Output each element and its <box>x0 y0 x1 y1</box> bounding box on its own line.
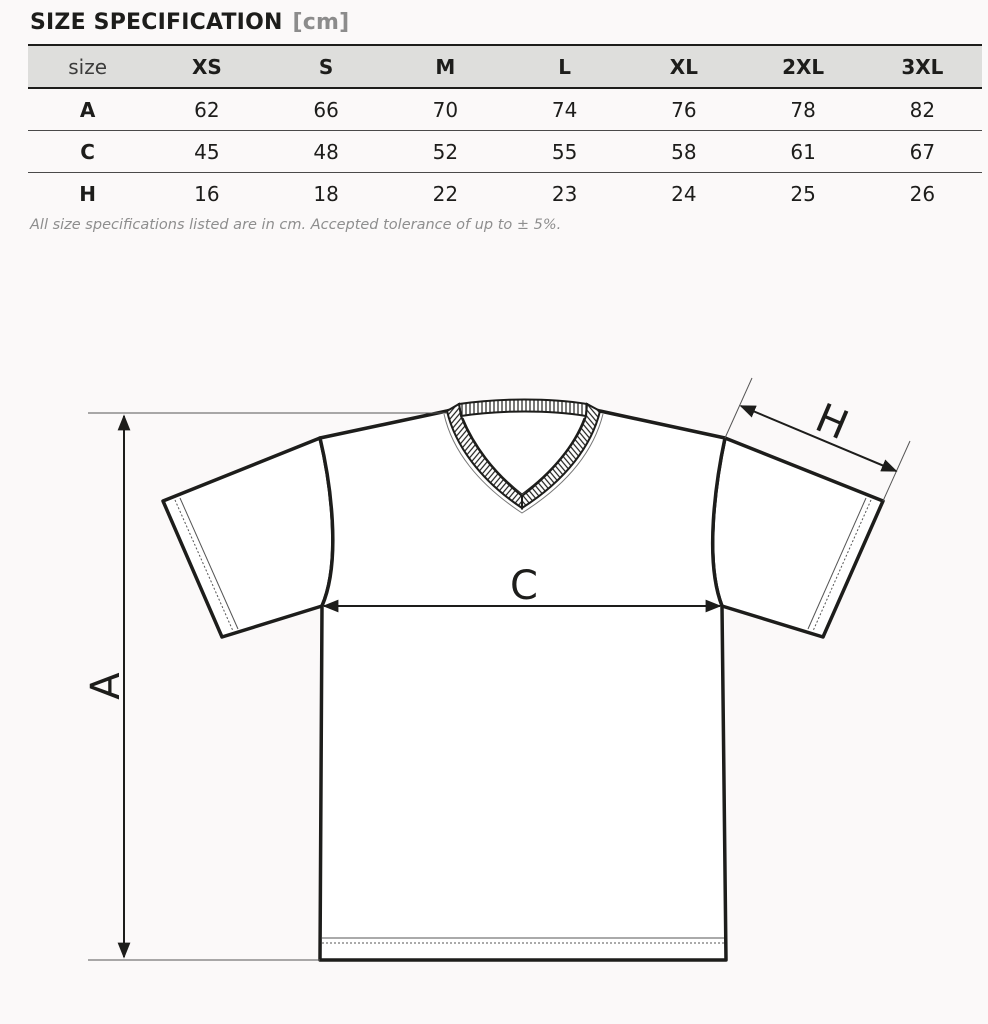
table-cell: 66 <box>267 88 386 131</box>
table-cell: 58 <box>624 131 743 173</box>
table-cell: 26 <box>909 181 936 206</box>
title-text: SIZE SPECIFICATION <box>30 10 283 35</box>
table-cell: 52 <box>386 131 505 173</box>
size-header-s: S <box>267 45 386 88</box>
size-header-2xl: 2XL <box>744 45 863 88</box>
dimension-h-label: H <box>808 395 855 450</box>
dimension-c-label: C <box>510 563 538 609</box>
table-cell: 55 <box>505 131 624 173</box>
row-label: H <box>79 181 96 206</box>
dimension-a-label: A <box>83 672 129 700</box>
table-cell: 24 <box>671 181 697 206</box>
size-header-m: M <box>386 45 505 88</box>
table-cell: 23 <box>551 181 578 206</box>
table-cell: 18 <box>313 181 339 206</box>
size-header-l: L <box>505 45 624 88</box>
table-cell: 78 <box>744 88 863 131</box>
table-cell: 74 <box>505 88 624 131</box>
table-cell: 48 <box>267 131 386 173</box>
table-cell: 76 <box>624 88 743 131</box>
table-cell: 67 <box>863 131 982 173</box>
table-cell: 70 <box>386 88 505 131</box>
table-cell: 45 <box>147 131 266 173</box>
left-sleeve <box>163 438 333 637</box>
table-cell: 61 <box>744 131 863 173</box>
tolerance-note: All size specifications listed are in cm. Accepted tolerance of up to ± 5%. <box>30 217 562 233</box>
table-cell: 22 <box>432 181 459 206</box>
row-label: C <box>28 131 147 173</box>
table-cell: 16 <box>194 181 220 206</box>
table-cell: 25 <box>790 181 816 206</box>
right-sleeve <box>713 438 883 637</box>
table-cell: 82 <box>863 88 982 131</box>
table-cell: 62 <box>147 88 266 131</box>
row-label: A <box>28 88 147 131</box>
title-unit: [cm] <box>292 10 350 35</box>
size-header-xl: XL <box>624 45 743 88</box>
dimension-h-extension-right <box>883 441 910 501</box>
size-column-header: size <box>28 45 147 88</box>
tshirt-body <box>320 403 726 960</box>
size-header-xs: XS <box>147 45 266 88</box>
size-header-3xl: 3XL <box>863 45 982 88</box>
